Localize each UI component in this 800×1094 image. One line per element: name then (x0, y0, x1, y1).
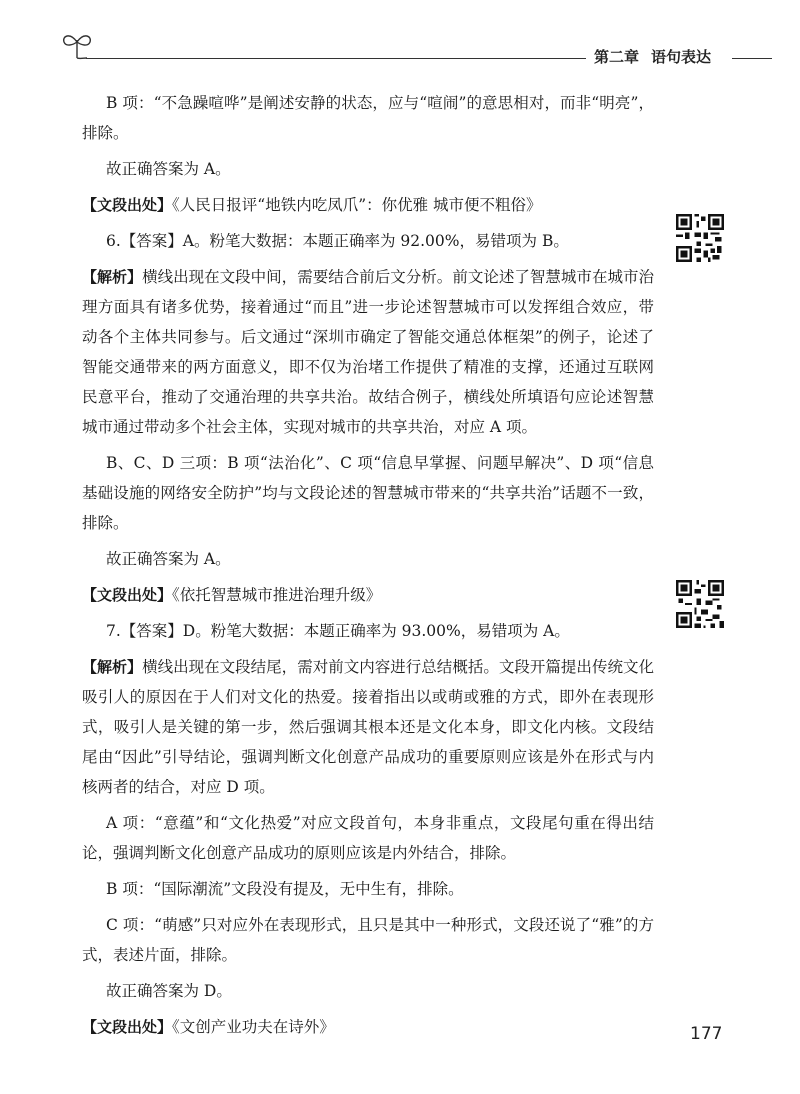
header-rule-left (86, 58, 586, 59)
source-tag: 【文段出处】 (82, 586, 173, 604)
paragraph: C 项：“萌感”只对应外在表现形式，且只是其中一种形式，文段还说了“雅”的方式，表述片面，排除。 (82, 916, 654, 964)
analysis-tag: 【解析】 (82, 268, 143, 286)
analysis-paragraph: 【解析】横线出现在文段中间，需要结合前后文分析。前文论述了智慧城市在城市治理方面具有诸多优势，接着通过“而且”进一步论述智慧城市可以发挥组合效应，带动各个主体共同参与。后文通过“深圳市确定了智能交通总体框架”的例子，论述了智能交通带来的两方面意义，即不仅为治堵工作提供了精准的支撑，还通过互联网民意平台，推动了交通治理的共享共治。故结合例子，横线处所填语句应论述智慧城市通过带动多个社会主体，实现对城市的共享共治，对应 A 项。 (82, 268, 654, 436)
header-rule-right (732, 58, 772, 59)
leaf-icon (60, 28, 94, 62)
source-paragraph: 【文段出处】《依托智慧城市推进治理升级》 (82, 586, 382, 604)
paragraph: 故正确答案为 D。 (106, 982, 232, 1000)
page-header (0, 0, 800, 80)
qr-code-icon[interactable] (676, 214, 724, 262)
main-text (82, 88, 654, 1048)
paragraph: A 项：“意蕴”和“文化热爱”对应文段首句，本身非重点，文段尾句重在得出结论，强调判断文化创意产品成功的原则应该是内外结合，排除。 (82, 814, 654, 862)
source-tag: 【文段出处】 (82, 1018, 173, 1036)
paragraph: B 项：“不急躁喧哗”是阐述安静的状态，应与“喧闹”的意思相对，而非“明亮”，排除。 (82, 94, 654, 142)
paragraph: 故正确答案为 A。 (106, 550, 231, 568)
answer-line: 6.【答案】A。粉笔大数据：本题正确率为 92.00%，易错项为 B。 (106, 232, 569, 250)
analysis-paragraph: 【解析】横线出现在文段结尾，需对前文内容进行总结概括。文段开篇提出传统文化吸引人的原因在于人们对文化的热爱。接着指出以或萌或雅的方式，即外在表现形式，吸引人是关键的第一步，然后强调其根本还是文化本身，即文化内核。文段结尾由“因此”引导结论，强调判断文化创意产品成功的重要原则应该是外在形式与内核两者的结合，对应 D 项。 (82, 658, 654, 796)
source-paragraph: 【文段出处】《文创产业功夫在诗外》 (82, 1018, 335, 1036)
source-tag: 【文段出处】 (82, 196, 173, 214)
qr-code-icon[interactable] (676, 580, 724, 628)
answer-line: 7.【答案】D。粉笔大数据：本题正确率为 93.00%，易错项为 A。 (106, 622, 570, 640)
paragraph: B、C、D 三项：B 项“法治化”、C 项“信息早掌握、问题早解决”、D 项“信息基础设施的网络安全防护”均与文段论述的智慧城市带来的“共享共治”话题不一致，排除。 (82, 454, 654, 532)
paragraph: 故正确答案为 A。 (106, 160, 231, 178)
section-label: 语句表达 (651, 48, 712, 66)
page-number: 177 (690, 1024, 723, 1044)
analysis-tag: 【解析】 (82, 658, 143, 676)
header-title (594, 46, 723, 67)
source-paragraph: 【文段出处】《人民日报评“地铁内吃凤爪”：你优雅 城市便不粗俗》 (82, 196, 542, 214)
chapter-label: 第二章 (594, 48, 640, 66)
paragraph: B 项：“国际潮流”文段没有提及，无中生有，排除。 (106, 880, 464, 898)
